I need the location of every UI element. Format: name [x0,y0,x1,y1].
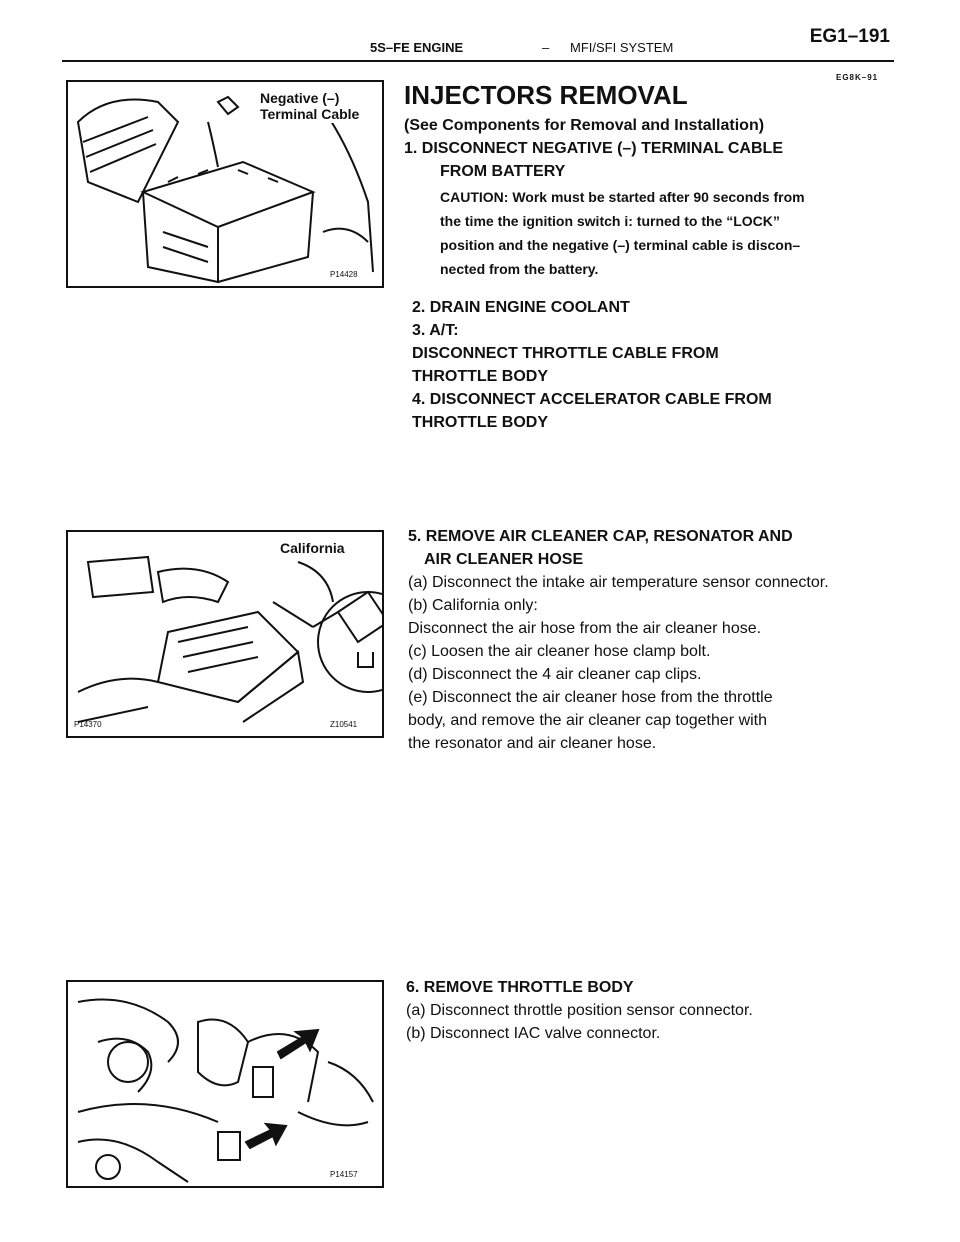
figure-number-left: P14370 [74,720,102,729]
step-line: 2. DRAIN ENGINE COOLANT [412,299,630,316]
step-line: DISCONNECT THROTTLE CABLE FROM [412,345,719,362]
figure-label-negative: Negative (–) [260,90,340,106]
throttle-body-illustration [68,982,382,1186]
step-5-heading: 5. REMOVE AIR CLEANER CAP, RESONATOR AND [408,528,793,545]
step-5-line: (e) Disconnect the air cleaner hose from the throttle [408,689,773,706]
caution-line: position and the negative (–) terminal cable is discon– [440,237,801,253]
step-6-line: (a) Disconnect throttle position sensor connector. [406,1002,753,1019]
figure-air-cleaner [66,530,384,738]
header-engine: 5S–FE ENGINE [370,40,464,55]
figure-number: P14428 [330,270,358,279]
step-6-line: (b) Disconnect IAC valve connector. [406,1025,661,1042]
step-5-line: (a) Disconnect the intake air temperature sensor connector. [408,574,829,591]
step-5-heading-cont: AIR CLEANER HOSE [424,551,584,568]
figure-battery [66,80,384,288]
section-mark: EG8K–91 [836,73,879,82]
header-system: MFI/SFI SYSTEM [570,40,674,55]
step-line: 3. A/T: [412,322,459,339]
step-5-line: (d) Disconnect the 4 air cleaner cap clips. [408,666,702,683]
header-rule [62,60,894,62]
air-cleaner-illustration [68,532,382,736]
step-5-line: (c) Loosen the air cleaner hose clamp bolt. [408,643,711,660]
step-6 [406,976,881,1045]
caution-note [404,185,870,281]
step-5 [408,525,883,755]
step-5-line: (b) California only: [408,597,538,614]
steps-2-to-4 [412,296,872,434]
figure-label-terminal-cable: Terminal Cable [260,106,360,122]
step-5-line: body, and remove the air cleaner cap together with [408,712,768,729]
step-line: 4. DISCONNECT ACCELERATOR CABLE FROM [412,391,772,408]
step-line: THROTTLE BODY [412,368,548,385]
figure-number: P14157 [330,1170,358,1179]
figure-number-right: Z10541 [330,720,358,729]
caution-line: nected from the battery. [440,261,599,277]
step-6-heading: 6. REMOVE THROTTLE BODY [406,979,634,996]
step-5-line: Disconnect the air hose from the air cleaner hose. [408,620,762,637]
header-separator: – [542,40,550,55]
page-header [62,26,894,62]
section-title: INJECTORS REMOVAL [404,80,688,110]
figure-throttle-body [66,980,384,1188]
step-line: THROTTLE BODY [412,414,548,431]
section-subtitle: (See Components for Removal and Installation) [404,117,765,134]
step-5-line: the resonator and air cleaner hose. [408,735,657,752]
step-1-heading: 1. DISCONNECT NEGATIVE (–) TERMINAL CABLE [404,140,783,157]
caution-line: CAUTION: Work must be started after 90 seconds from [440,189,805,205]
caution-line: the time the ignition switch i: turned to the “LOCK” [440,213,780,229]
step-1-heading-cont: FROM BATTERY [440,163,566,180]
figure-label-california: California [280,540,345,556]
section-injectors-removal [404,80,884,281]
page-code: EG1–191 [809,26,890,47]
